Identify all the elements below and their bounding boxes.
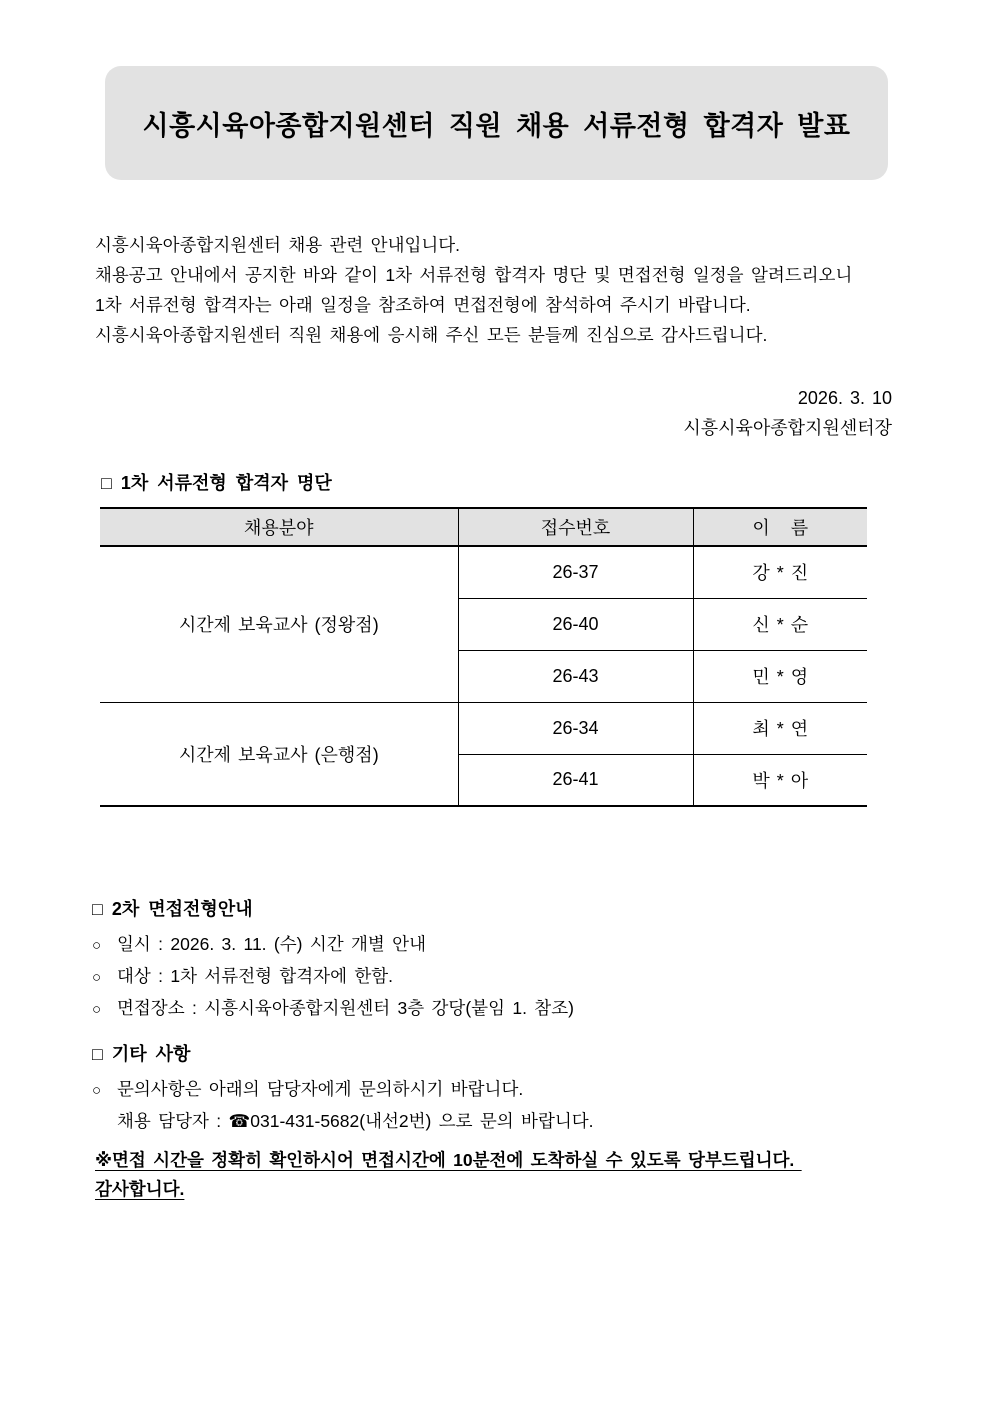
- list-item-datetime: [92, 929, 912, 961]
- circle-bullet-icon: ○: [92, 969, 102, 986]
- table-row: [100, 546, 867, 598]
- contact-phone-line: 채용 담당자 : ☎031-431-5682(내선2번) 으로 문의 바랍니다.: [117, 1111, 594, 1131]
- interview-section: [92, 897, 912, 1025]
- category-cell-eunhaeng: 시간제 보육교사 (은행점): [100, 702, 458, 806]
- list-item-text: 대상 : 1차 서류전형 합격자에 한함.: [117, 966, 394, 986]
- receipt-cell: 26-37: [458, 546, 693, 598]
- intro-line-4: 시흥시육아종합지원센터 직원 채용에 응시해 주신 모든 분들께 진심으로 감사드립니다.: [95, 325, 768, 345]
- list-item-inquiry: [92, 1074, 912, 1106]
- list-item-text: 면접장소 : 시흥시육아종합지원센터 3층 강당(붙임 1. 참조): [117, 998, 574, 1018]
- circle-bullet-icon: ○: [92, 1082, 102, 1099]
- signature-block: [683, 383, 892, 443]
- intro-line-1: 시흥시육아종합지원센터 채용 관련 안내입니다.: [95, 235, 461, 255]
- signature-date: 2026. 3. 10: [797, 388, 892, 408]
- list-item-target: [92, 961, 912, 993]
- title-banner: [105, 66, 888, 180]
- pass-list-heading: □ 1차 서류전형 합격자 명단: [101, 473, 332, 493]
- list-item-text: 일시 : 2026. 3. 11. (수) 시간 개별 안내: [117, 934, 426, 954]
- footer-note: [95, 1146, 915, 1204]
- receipt-cell: 26-34: [458, 702, 693, 754]
- circle-bullet-icon: ○: [92, 1001, 102, 1018]
- footer-note-line-2: 감사합니다.: [95, 1179, 185, 1199]
- name-cell: 신 * 순: [693, 598, 867, 650]
- pass-list-table: [100, 507, 867, 807]
- receipt-cell: 26-43: [458, 650, 693, 702]
- list-item-location: [92, 993, 912, 1025]
- intro-paragraph: [95, 230, 915, 350]
- circle-bullet-icon: ○: [92, 937, 102, 954]
- col-header-receipt-number: 접수번호: [458, 508, 693, 546]
- intro-line-2: 채용공고 안내에서 공지한 바와 같이 1차 서류전형 합격자 명단 및 면접전형 일정을 알려드리오니: [95, 265, 853, 285]
- etc-section: [92, 1042, 912, 1136]
- table-row: [100, 702, 867, 754]
- list-item-text: 문의사항은 아래의 담당자에게 문의하시기 바랍니다.: [117, 1079, 524, 1099]
- name-cell: 최 * 연: [693, 702, 867, 754]
- interview-heading: □ 2차 면접전형안내: [92, 899, 253, 919]
- signature-author: 시흥시육아종합지원센터장: [683, 418, 892, 438]
- footer-note-line-1: ※면접 시간을 정확히 확인하시어 면접시간에 10분전에 도착하실 수 있도록 당부드립니다.: [95, 1150, 802, 1170]
- table-header-row: [100, 508, 867, 546]
- etc-heading: □ 기타 사항: [92, 1044, 191, 1064]
- receipt-cell: 26-40: [458, 598, 693, 650]
- col-header-name: 이 름: [693, 508, 867, 546]
- receipt-cell: 26-41: [458, 754, 693, 806]
- name-cell: 강 * 진: [693, 546, 867, 598]
- category-cell-jeongwang: 시간제 보육교사 (정왕점): [100, 546, 458, 702]
- intro-line-3: 1차 서류전형 합격자는 아래 일정을 참조하여 면접전형에 참석하여 주시기 바랍니다.: [95, 295, 751, 315]
- col-header-category: 채용분야: [100, 508, 458, 546]
- name-cell: 박 * 아: [693, 754, 867, 806]
- name-cell: 민 * 영: [693, 650, 867, 702]
- page-title: 시흥시육아종합지원센터 직원 채용 서류전형 합격자 발표: [142, 110, 851, 141]
